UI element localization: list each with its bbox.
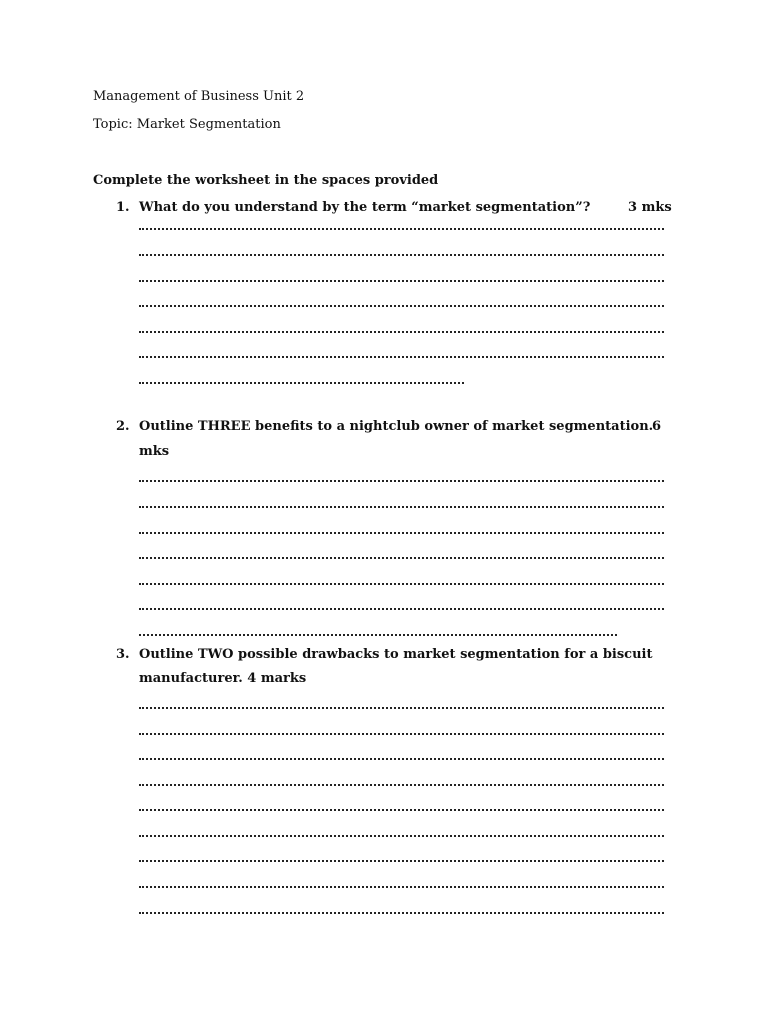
question-2-marks-value: 6: [652, 419, 662, 434]
answer-line-q2-2[interactable]: [139, 500, 664, 508]
answer-line-q3-1[interactable]: [139, 701, 664, 709]
answer-line-q3-3[interactable]: [139, 752, 664, 760]
answer-line-q1-5[interactable]: [139, 325, 664, 333]
answer-line-q1-4[interactable]: [139, 299, 664, 307]
question-2-number: 2.: [116, 419, 130, 434]
answer-line-q3-6[interactable]: [139, 829, 664, 837]
answer-line-q3-2[interactable]: [139, 727, 664, 735]
answer-line-q3-8[interactable]: [139, 880, 664, 888]
question-2-marks-unit: mks: [139, 444, 170, 459]
answer-line-q2-6[interactable]: [139, 602, 664, 610]
answer-line-q3-7[interactable]: [139, 854, 664, 862]
instructions: Complete the worksheet in the spaces provided: [93, 173, 439, 188]
answer-line-q3-4[interactable]: [139, 778, 664, 786]
answer-line-q2-4[interactable]: [139, 551, 664, 559]
course-title: Management of Business Unit 2: [93, 89, 305, 104]
answer-line-q1-1[interactable]: [139, 222, 664, 230]
answer-line-q1-3[interactable]: [139, 274, 664, 282]
question-1-text: What do you understand by the term “market segmentation”?: [139, 200, 591, 215]
question-3-text-line2: manufacturer. 4 marks: [139, 671, 307, 686]
question-3-number: 3.: [116, 647, 130, 662]
question-1-number: 1.: [116, 200, 130, 215]
answer-line-q2-1[interactable]: [139, 474, 664, 482]
question-1-marks: 3 mks: [628, 200, 672, 215]
topic-line: Topic: Market Segmentation: [93, 117, 281, 132]
answer-line-q3-5[interactable]: [139, 803, 664, 811]
question-3-text-line1: Outline TWO possible drawbacks to market segmentation for a biscuit: [139, 647, 653, 662]
answer-line-q1-7[interactable]: [139, 376, 464, 384]
answer-line-q1-2[interactable]: [139, 248, 664, 256]
answer-line-q2-5[interactable]: [139, 577, 664, 585]
answer-line-q2-3[interactable]: [139, 526, 664, 534]
answer-line-q3-9[interactable]: [139, 906, 664, 914]
answer-line-q1-6[interactable]: [139, 350, 664, 358]
question-2-text: Outline THREE benefits to a nightclub owner of market segmentation.: [139, 419, 654, 434]
answer-line-q2-7[interactable]: [139, 628, 617, 636]
